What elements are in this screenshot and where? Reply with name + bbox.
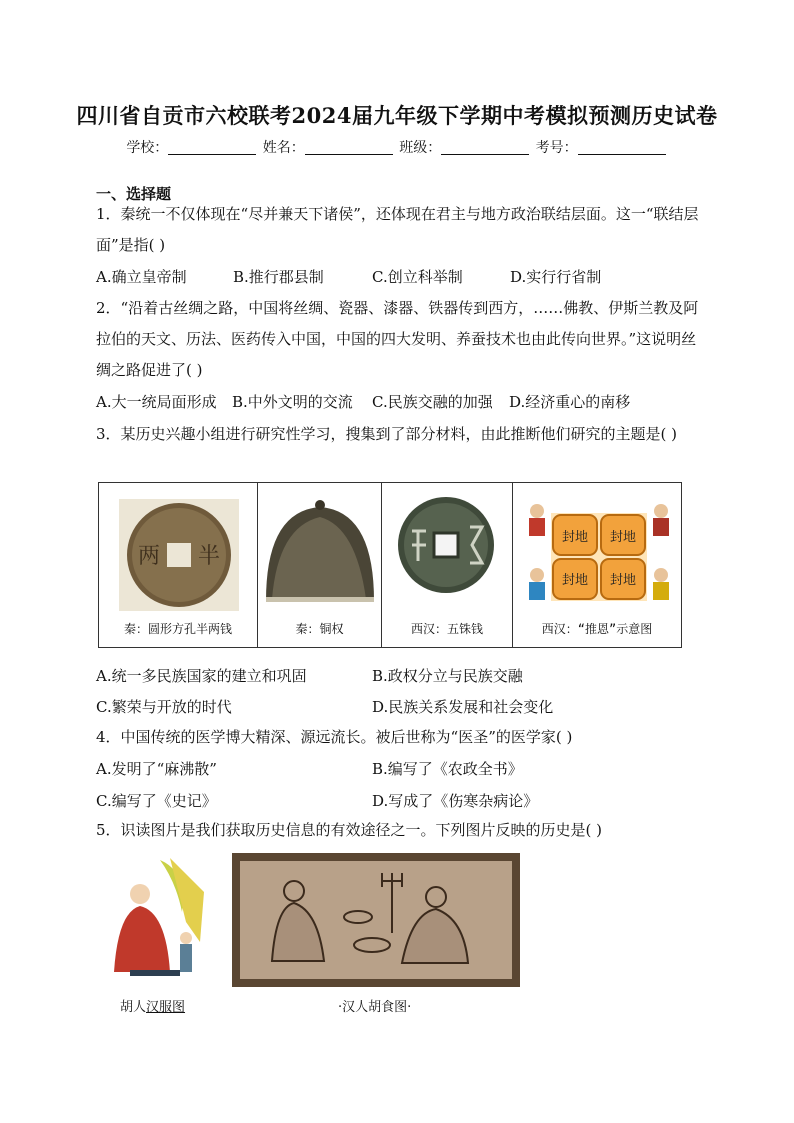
school-label: 学校：: [126, 140, 169, 156]
q3-cell-banliang: [99, 483, 258, 647]
class-label: 班级：: [399, 140, 442, 156]
question-5: 5．识读图片是我们获取历史信息的有效途径之一。下列图片反映的历史是( ): [96, 821, 603, 839]
wuzhu-coin-image: [382, 483, 513, 613]
figure-top-left: [529, 504, 545, 536]
section-heading: 一、选择题: [96, 185, 172, 203]
q3-option-c[interactable]: C.繁荣与开放的时代: [96, 698, 232, 716]
q3-caption-2: 秦：铜权: [295, 622, 344, 636]
q4-option-b[interactable]: B.编写了《农政全书》: [372, 760, 523, 778]
q3-cell-tongquan: [258, 483, 382, 647]
q4-option-d[interactable]: D.写成了《伤寒杂病论》: [372, 792, 539, 810]
bronze-weight-image: [258, 483, 382, 613]
q5-caption-1-underlined: 汉服图: [146, 1000, 186, 1015]
fief-label-3: 封地: [561, 573, 589, 588]
q3-cell-tuien: [513, 483, 681, 647]
banliang-coin-image: [99, 483, 258, 613]
q1-option-a[interactable]: A.确立皇帝制: [96, 268, 187, 286]
figure-head: [130, 884, 150, 904]
question-4: 4．中国传统的医学博大精深、源远流长。被后世称为“医圣”的医学家( ): [96, 728, 573, 746]
q3-caption-1: 秦：圆形方孔半两钱: [123, 622, 232, 636]
figure-top-right: [653, 504, 669, 536]
q3-option-a[interactable]: A.统一多民族国家的建立和巩固: [96, 667, 307, 685]
question-2: 2．“沿着古丝绸之路，中国将丝绸、瓷器、漆器、铁器传到西方，……佛教、伊斯兰教及阿拉伯的天文、历法、医药传入中国，中国的四大发明、养蚕技术也由此传向世界。”这说明丝绸之路促进了( ): [96, 299, 699, 379]
page-title: 四川省自贡市六校联考2024届九年级下学期中考模拟预测历史试卷: [76, 103, 718, 128]
question-3: 3．某历史兴趣小组进行研究性学习，搜集到了部分材料，由此推断他们研究的主题是( ): [96, 425, 678, 443]
weight-knob: [315, 500, 325, 510]
q5-caption-2: ·汉人胡食图·: [338, 1000, 412, 1015]
q1-option-b[interactable]: B.推行郡县制: [233, 268, 324, 286]
name-label: 姓名：: [262, 140, 305, 156]
coin-square-hole: [167, 543, 191, 567]
q5-image-huren: [100, 852, 212, 984]
q4-option-c[interactable]: C.编写了《史记》: [96, 792, 217, 810]
school-blank[interactable]: [168, 140, 256, 155]
figure-bottom-left: [529, 568, 545, 600]
question-1: 1．秦统一不仅体现在“尽并兼天下诸侯”，还体现在君主与地方政治联结层面。这一“联结层面”是指( ): [96, 205, 699, 254]
tuien-diagram-image: [513, 483, 681, 613]
q3-cell-wuzhu: [382, 483, 513, 647]
coin-square-hole: [434, 533, 458, 557]
q3-image-table: [98, 482, 682, 648]
q2-option-a[interactable]: A.大一统局面形成: [96, 393, 217, 411]
q3-caption-3: 西汉：五铢钱: [410, 622, 483, 636]
q3-option-b[interactable]: B.政权分立与民族交融: [372, 667, 523, 685]
q1-option-c[interactable]: C.创立科举制: [372, 268, 463, 286]
q3-option-d[interactable]: D.民族关系发展和社会变化: [372, 698, 554, 716]
q2-option-c[interactable]: C.民族交融的加强: [372, 393, 493, 411]
coin-char-right: 半: [197, 544, 221, 569]
fief-label-4: 封地: [609, 573, 637, 588]
class-blank[interactable]: [441, 140, 529, 155]
fief-label-2: 封地: [609, 530, 637, 545]
q2-option-d[interactable]: D.经济重心的南移: [509, 393, 631, 411]
coin-char-left: 两: [137, 544, 161, 569]
figure-bottom-right: [653, 568, 669, 600]
q5-image-hushi: [232, 853, 520, 987]
fief-label-1: 封地: [561, 530, 589, 545]
q5-caption-1-prefix: 胡人: [120, 1000, 147, 1015]
q2-option-b[interactable]: B.中外文明的交流: [232, 393, 353, 411]
name-blank[interactable]: [305, 140, 393, 155]
q4-option-a[interactable]: A.发明了“麻沸散”: [96, 760, 217, 778]
q1-option-d[interactable]: D.实行行省制: [510, 268, 602, 286]
number-blank[interactable]: [578, 140, 666, 155]
number-label: 考号：: [535, 140, 578, 156]
q5-caption-1: [120, 996, 185, 1015]
q3-caption-4: 西汉：“推恩”示意图: [541, 622, 653, 636]
attendant: [180, 944, 192, 972]
student-info-line: [0, 137, 794, 157]
